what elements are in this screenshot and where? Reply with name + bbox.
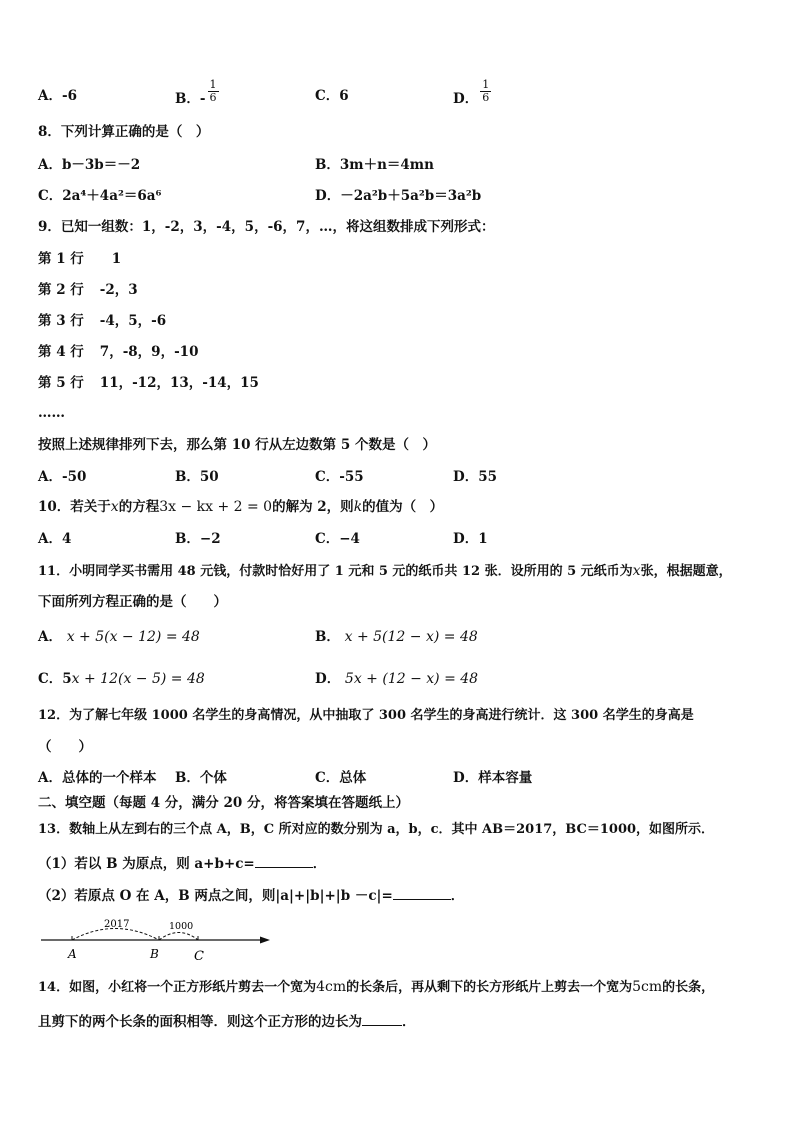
q12-stem: 12．为了解七年级 1000 名学生的身高情况，从中抽取了 300 名学生的身高进行统计．这 300 名学生的身高是 [38,708,694,723]
point-a-label: A [68,947,77,961]
q12-paren: （ ） [38,739,92,755]
q9-option-d[interactable]: D．55 [453,469,497,485]
q13-stem: 13．数轴上从左到右的三个点 A，B，C 所对应的数分别为 a，b，c．其中 AB＝2017，BC＝1000，如图所示． [38,822,715,837]
q9-row-3: 第 3 行 -4，5，-6 [38,313,167,329]
q11-option-a[interactable]: A． x + 5(x − 12) = 48 [38,629,200,645]
q12-option-d[interactable]: D．样本容量 [453,770,533,786]
q8-stem: 8．下列计算正确的是（ ） [38,124,210,140]
label-ab: 2017 [104,919,130,930]
q14-stem-line2: 且剪下的两个长条的面积相等．则这个正方形的边长为 ． [38,1011,416,1031]
q12-option-a[interactable]: A．总体的一个样本 [38,770,157,786]
answer-blank-3[interactable] [362,1011,402,1026]
q8-option-c[interactable]: C．2a⁴＋4a²＝6a⁶ [38,188,162,204]
label-bc: 1000 [169,921,194,932]
q10-option-b[interactable]: B．−2 [175,531,221,547]
q14-stem-line1: 14．如图，小红将一个正方形纸片剪去一个宽为4cm的长条后，再从剩下的长方形纸片上剪去一个宽为5cm的长条， [38,979,715,995]
section-heading: 二、填空题（每题 4 分，满分 20 分，将答案填在答题纸上） [38,795,409,811]
q9-row-4: 第 4 行 7，-8，9，-10 [38,344,199,360]
q11-stem-line2: 下面所列方程正确的是（ ） [38,594,227,610]
q8-option-d[interactable]: D．－2a²b＋5a²b＝3a²b [315,188,482,204]
q9-ellipsis: …… [38,405,65,421]
arc-ab [72,929,159,941]
q7-option-a[interactable]: A．-6 [38,88,77,104]
answer-blank-2[interactable] [393,885,451,900]
q11-stem-line1: 11．小明同学买书需用 48 元钱，付款时恰好用了 1 元和 5 元的纸币共 12 张．设所用的 5 元纸币为x张，根据题意， [38,563,732,579]
q10-option-c[interactable]: C．−4 [315,531,360,547]
q7-option-d[interactable]: D． $\frac{1}{6}$ [453,78,490,107]
q9-row-5: 第 5 行 11，-12，13，-14，15 [38,375,259,391]
q12-option-b[interactable]: B．个体 [175,770,227,786]
number-line-figure [38,912,278,964]
fraction: $\frac{1}{6}$ [482,78,490,104]
q7-option-c[interactable]: C．6 [315,88,349,104]
q8-option-b[interactable]: B．3m＋n＝4mn [315,157,434,173]
q10-option-d[interactable]: D．1 [453,531,488,547]
q11-option-d[interactable]: D． 5x + (12 − x) = 48 [315,671,479,687]
q10-stem: 10．若关于x的方程3x − kx + 2 = 0的解为 2，则k的值为（ ） [38,499,444,515]
equation: 3x − kx + 2 = 0 [159,499,273,515]
arc-bc [159,933,198,941]
q10-option-a[interactable]: A．4 [38,531,72,547]
q13-sub2: （2）若原点 O 在 A，B 两点之间，则|a|+|b|+|b －c|= ． [38,885,464,905]
q9-option-b[interactable]: B．50 [175,469,219,485]
var-x: x [110,499,119,515]
q9-option-c[interactable]: C．-55 [315,469,364,485]
point-c-label: C [194,949,204,964]
q9-option-a[interactable]: A．-50 [38,469,87,485]
q9-row-1: 第 1 行 1 [38,251,122,267]
q12-option-c[interactable]: C．总体 [315,770,367,786]
q8-option-a[interactable]: A．b－3b＝－2 [38,157,141,173]
q7-option-b[interactable]: B．- $\frac{1}{6}$ [175,78,217,107]
q11-option-c[interactable]: C．5x + 12(x − 5) = 48 [38,671,205,687]
q13-sub1: （1）若以 B 为原点，则 a+b+c= ． [38,853,326,873]
answer-blank-1[interactable] [255,853,313,868]
var-k: k [353,499,363,515]
q9-row-2: 第 2 行 -2，3 [38,282,138,298]
q11-option-b[interactable]: B． x + 5(12 − x) = 48 [315,629,478,645]
axis-arrow [260,937,270,944]
q9-stem: 9．已知一组数：1，-2，3，-4，5，-6，7，…，将这组数排成下列形式： [38,219,495,235]
fraction: $\frac{1}{6}$ [209,78,217,104]
q9-question: 按照上述规律排列下去，那么第 10 行从左边数第 5 个数是（ ） [38,437,436,453]
point-b-label: B [150,947,159,961]
